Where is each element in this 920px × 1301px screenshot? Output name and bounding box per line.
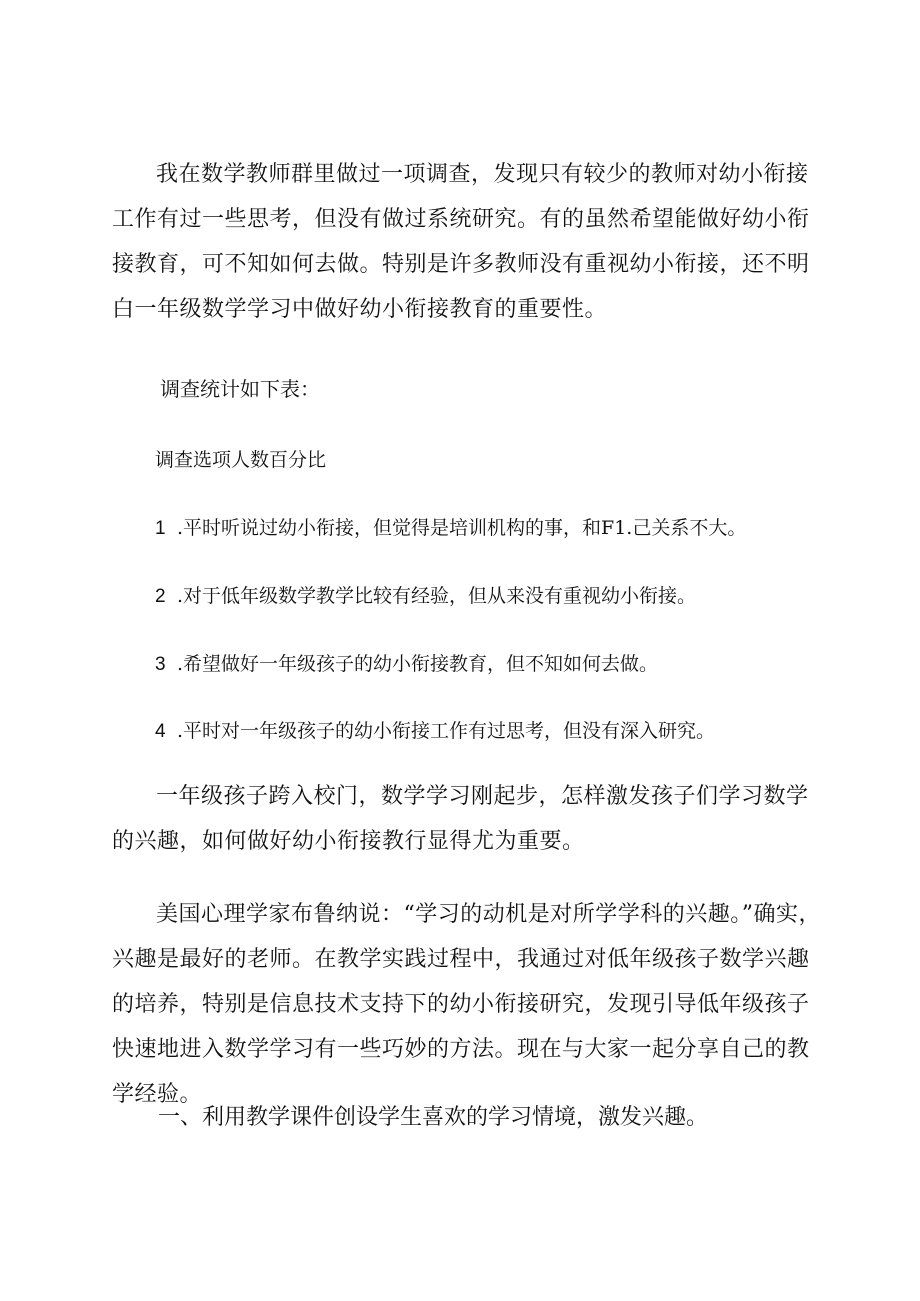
body-paragraph-1: 一年级孩子跨入校门，数学学习刚起步，怎样激发孩子们学习数学的兴趣，如何做好幼小衔接教行显得尤为重要。	[112, 784, 809, 854]
survey-intro-line: 调查统计如下表：	[160, 377, 320, 401]
survey-table-header: 调查选项人数百分比	[155, 449, 327, 471]
intro-paragraph: 我在数学教师群里做过一项调查，发现只有较少的教师对幼小衔接工作有过一些思考，但没有做过系统研究。有的虽然希望能做好幼小衔接教育，可不知如何去做。特别是许多教师没有重视幼小衔接，还不明白一年级数学学习中做好幼小衔接教育的重要性。	[112, 162, 810, 322]
survey-option-3	[155, 649, 658, 680]
option-text: .平时听说过幼小衔接，但觉得是培训机构的事，和F1.己关系不大。	[177, 517, 747, 539]
survey-option-2	[155, 581, 696, 612]
option-number: 4	[155, 721, 166, 742]
option-number: 2	[155, 586, 166, 607]
option-text: .对于低年级数学教学比较有经验，但从来没有重视幼小衔接。	[177, 585, 697, 607]
option-number: 3	[155, 654, 166, 675]
option-number: 1	[155, 518, 166, 539]
option-text: .希望做好一年级孩子的幼小衔接教育，但不知如何去做。	[177, 653, 659, 675]
option-text: .平时对一年级孩子的幼小衔接工作有过思考，但没有深入研究。	[177, 720, 716, 742]
survey-option-4	[155, 716, 715, 747]
survey-option-1	[155, 513, 746, 544]
body-paragraph-2: 美国心理学家布鲁纳说：“学习的动机是对所学学科的兴趣。”确实，兴趣是最好的老师。在教学实践过程中，我通过对低年级孩子数学兴趣的培养，特别是信息技术支持下的幼小衔接研究，发现引导低年级孩子快速地进入数学学习有一些巧妙的方法。现在与大家一起分享自己的教学经验。	[112, 902, 821, 1107]
section-heading: 一、利用教学课件创设学生喜欢的学习情境，激发兴趣。	[158, 1105, 709, 1130]
